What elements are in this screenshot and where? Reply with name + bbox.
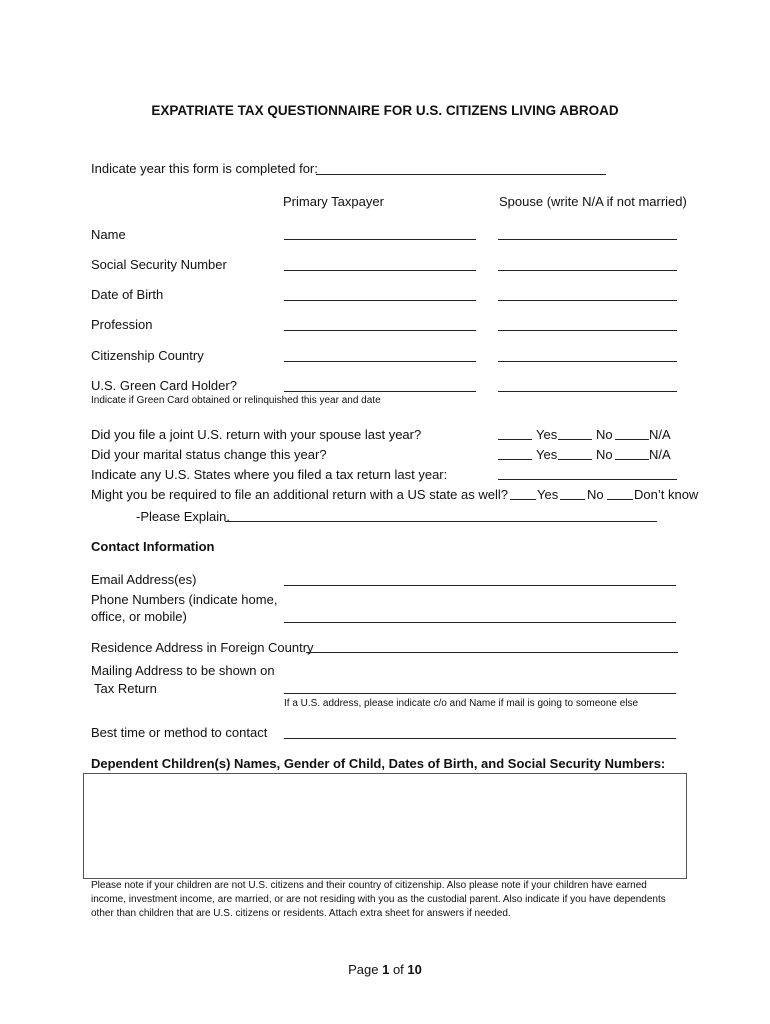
explain-field[interactable] (225, 521, 657, 522)
profession-label: Profession (91, 317, 153, 332)
dependents-heading: Dependent Children(s) Names, Gender of Child, Dates of Birth, and Social Security Numbers: (91, 756, 666, 771)
primary-green-card-field[interactable] (284, 391, 476, 392)
explain-label: -Please Explain. (136, 509, 230, 524)
phone-label-line2: office, or mobile) (91, 609, 187, 624)
states-filed-question: Indicate any U.S. States where you filed a tax return last year: (91, 467, 448, 482)
joint-yes-blank[interactable] (498, 439, 532, 440)
mailing-field[interactable] (284, 693, 676, 694)
primary-dob-field[interactable] (284, 300, 476, 301)
marital-na-blank[interactable] (615, 459, 649, 460)
mailing-note: If a U.S. address, please indicate c/o and Name if mail is going to someone else (284, 698, 639, 709)
joint-na-blank[interactable] (615, 439, 649, 440)
dependents-note-line3: other than children that are U.S. citizens or residents. Attach extra sheet for answers if needed. (91, 908, 511, 919)
additional-yes-blank[interactable] (510, 499, 536, 500)
year-field[interactable] (316, 174, 606, 175)
email-field[interactable] (284, 585, 676, 586)
best-time-label: Best time or method to contact (91, 725, 268, 740)
page-total: 10 (407, 962, 422, 977)
mailing-label-line1: Mailing Address to be shown on (91, 663, 275, 678)
contact-heading: Contact Information (91, 539, 215, 554)
additional-dontknow-label: Don’t know (634, 487, 699, 502)
phone-field[interactable] (284, 622, 676, 623)
additional-dontknow-blank[interactable] (607, 499, 633, 500)
states-filed-field[interactable] (498, 479, 677, 480)
residence-label: Residence Address in Foreign Country (91, 640, 314, 655)
name-label: Name (91, 227, 126, 242)
joint-na-label: N/A (649, 427, 671, 442)
dob-label: Date of Birth (91, 287, 164, 302)
ssn-label: Social Security Number (91, 257, 227, 272)
spouse-name-field[interactable] (498, 239, 677, 240)
joint-no-blank[interactable] (558, 439, 592, 440)
joint-yes-label: Yes (536, 427, 558, 442)
marital-yes-blank[interactable] (498, 459, 532, 460)
page-word: Page (348, 962, 379, 977)
spouse-profession-field[interactable] (498, 330, 677, 331)
mailing-label-line2: Tax Return (94, 681, 157, 696)
spouse-dob-field[interactable] (498, 300, 677, 301)
email-label: Email Address(es) (91, 572, 197, 587)
joint-no-label: No (596, 427, 613, 442)
green-card-label: U.S. Green Card Holder? (91, 378, 237, 393)
marital-yes-label: Yes (536, 447, 558, 462)
dependents-note-line1: Please note if your children are not U.S. citizens and their country of citizenship. Also please note if your children have earned (91, 880, 647, 891)
marital-no-label: No (596, 447, 613, 462)
joint-return-question: Did you file a joint U.S. return with your spouse last year? (91, 427, 422, 442)
marital-na-label: N/A (649, 447, 671, 462)
primary-name-field[interactable] (284, 239, 476, 240)
spouse-ssn-field[interactable] (498, 270, 677, 271)
spouse-citizenship-field[interactable] (498, 361, 677, 362)
green-card-note: Indicate if Green Card obtained or relinquished this year and date (91, 395, 381, 406)
additional-return-question: Might you be required to file an additional return with a US state as well? (91, 487, 508, 502)
additional-yes-label: Yes (537, 487, 559, 502)
marital-change-question: Did your marital status change this year? (91, 447, 327, 462)
year-label: Indicate year this form is completed for: (91, 161, 318, 176)
of-word: of (392, 962, 404, 977)
marital-no-blank[interactable] (558, 459, 592, 460)
dependents-note-line2: income, investment income, are married, or are not residing with you as the custodial parent. Also indicate if you have dependents (91, 894, 666, 905)
spouse-green-card-field[interactable] (498, 391, 677, 392)
dependents-textbox[interactable] (83, 773, 687, 879)
page-number: 1 (382, 962, 390, 977)
page-indicator (0, 962, 770, 977)
primary-citizenship-field[interactable] (284, 361, 476, 362)
additional-no-blank[interactable] (560, 499, 585, 500)
primary-taxpayer-header: Primary Taxpayer (283, 194, 384, 209)
primary-ssn-field[interactable] (284, 270, 476, 271)
citizenship-label: Citizenship Country (91, 348, 204, 363)
best-time-field[interactable] (284, 738, 676, 739)
residence-field[interactable] (306, 652, 678, 653)
form-title: EXPATRIATE TAX QUESTIONNAIRE FOR U.S. CITIZENS LIVING ABROAD (151, 103, 619, 118)
additional-no-label: No (587, 487, 604, 502)
primary-profession-field[interactable] (284, 330, 476, 331)
phone-label-line1: Phone Numbers (indicate home, (91, 592, 278, 607)
spouse-header: Spouse (write N/A if not married) (499, 194, 687, 209)
